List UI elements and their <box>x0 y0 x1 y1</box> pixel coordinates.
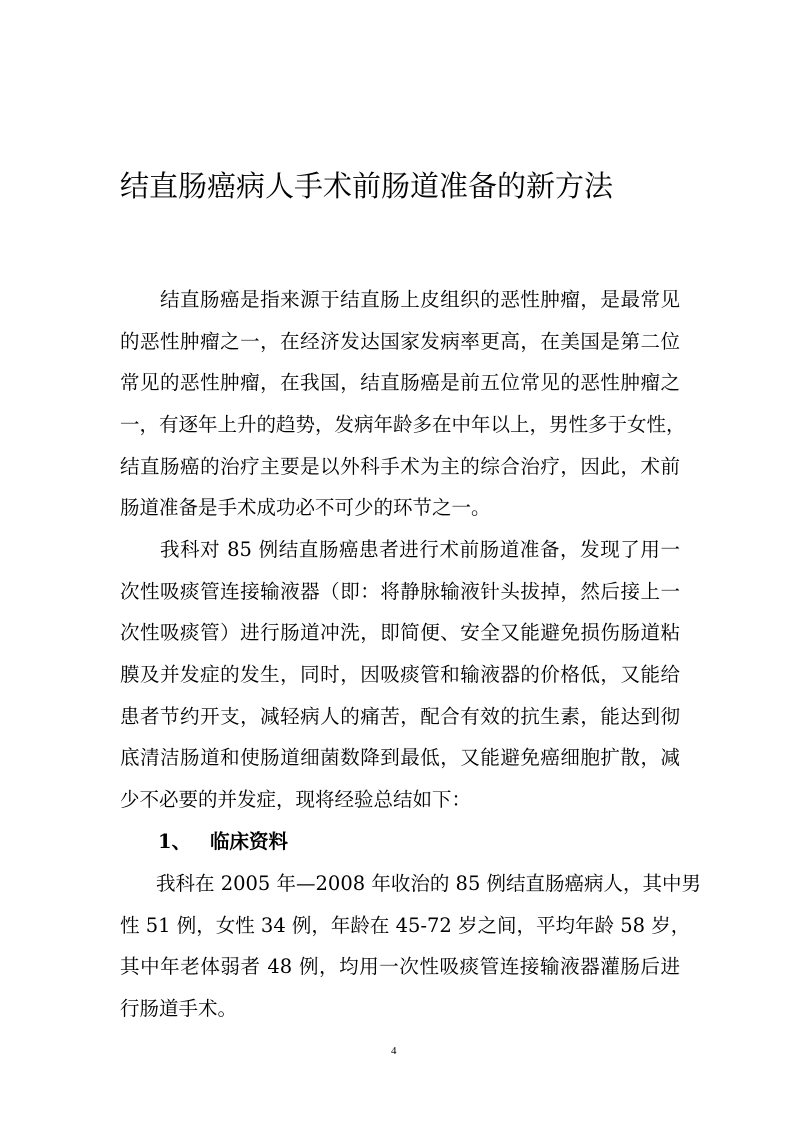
paragraph-line: 我科对 85 例结直肠癌患者进行术前肠道准备，发现了用一 <box>160 538 680 561</box>
paragraph-line: 患者节约开支，减轻病人的痛苦，配合有效的抗生素，能达到彻 <box>120 704 680 728</box>
paragraph-line: 膜及并发症的发生，同时，因吸痰管和输液器的价格低，又能给 <box>120 663 680 687</box>
paragraph-line: 其中年老体弱者 48 例，均用一次性吸痰管连接输液器灌肠后进 <box>120 955 680 979</box>
paragraph-line: 底清洁肠道和使肠道细菌数降到最低，又能避免癌细胞扩散，减 <box>120 746 680 770</box>
paragraph-line: 常见的恶性肿瘤，在我国，结直肠癌是前五位常见的恶性肿瘤之 <box>120 371 680 395</box>
paragraph-line: 我科在 2005 年—2008 年收治的 85 例结直肠癌病人，其中男 <box>156 872 702 895</box>
document-title: 结直肠癌病人手术前肠道准备的新方法 <box>120 169 614 203</box>
paragraph-line: 一，有逐年上升的趋势，发病年龄多在中年以上，男性多于女性， <box>120 413 686 437</box>
paragraph-line: 肠道准备是手术成功必不可少的环节之一。 <box>120 496 491 520</box>
paragraph-line: 次性吸痰管连接输液器（即：将静脉输液针头拔掉，然后接上一 <box>120 579 680 603</box>
section-heading <box>158 821 288 863</box>
paragraph-intro <box>120 279 686 529</box>
paragraph-line: 行肠道手术。 <box>120 997 238 1021</box>
paragraph-method <box>120 529 680 821</box>
page-number: 4 <box>391 1045 397 1057</box>
paragraph-line: 次性吸痰管）进行肠道冲洗，即简便、安全又能避免损伤肠道粘 <box>120 621 680 645</box>
paragraph-clinical-data <box>120 863 702 1030</box>
paragraph-line: 的恶性肿瘤之一，在经济发达国家发病率更高，在美国是第二位 <box>120 329 680 353</box>
paragraph-line: 结直肠癌是指来源于结直肠上皮组织的恶性肿瘤，是最常见 <box>160 288 680 311</box>
paragraph-line: 结直肠癌的治疗主要是以外科手术为主的综合治疗，因此，术前 <box>120 454 680 478</box>
paragraph-line: 少不必要的并发症，现将经验总结如下： <box>120 788 472 812</box>
section-number: 1、 <box>158 830 192 853</box>
paragraph-line: 性 51 例，女性 34 例，年龄在 45-72 岁之间，平均年龄 58 岁， <box>120 913 691 937</box>
section-title: 临床资料 <box>210 830 289 853</box>
